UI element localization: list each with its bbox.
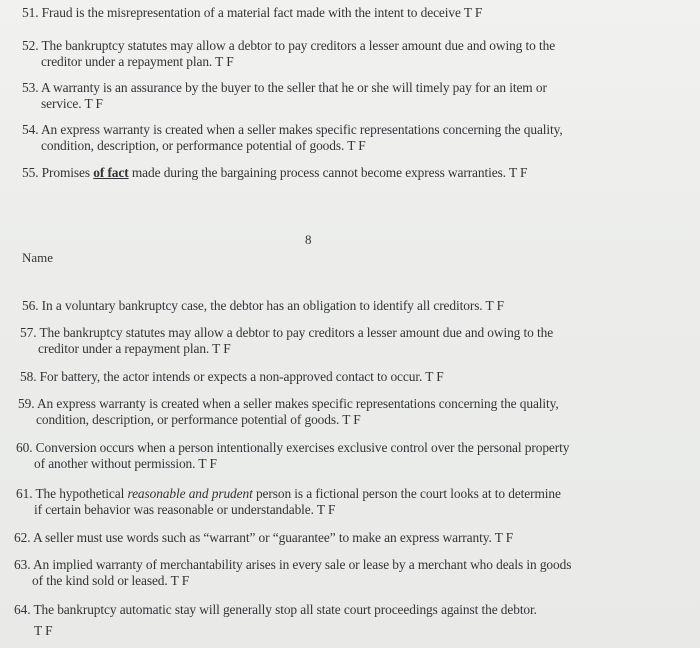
question-62-text: 62. A seller must use words such as “warrant” or “guarantee” to make an express warranty. T F — [14, 530, 514, 545]
question-64-line2: T F — [34, 623, 53, 638]
question-63-line2: of the kind sold or leased. T F — [32, 573, 190, 588]
page-number: 8 — [305, 232, 312, 247]
question-58 — [20, 369, 670, 385]
question-55-underlined: of fact — [93, 165, 129, 180]
question-51 — [22, 5, 672, 21]
question-52-line2: creditor under a repayment plan. T F — [41, 54, 234, 69]
name-label: Name — [22, 250, 54, 265]
question-64-line1: 64. The bankruptcy automatic stay will generally stop all state court proceedings against the debtor. — [14, 602, 537, 617]
question-60-line1: 60. Conversion occurs when a person intentionally exercises exclusive control over the personal property — [16, 440, 570, 455]
question-58-text: 58. For battery, the actor intends or expects a non-approved contact to occur. T F — [20, 369, 444, 384]
question-53-line2: service. T F — [41, 96, 103, 111]
question-56-text: 56. In a voluntary bankruptcy case, the debtor has an obligation to identify all creditors. T F — [22, 298, 504, 313]
question-52-line1: 52. The bankruptcy statutes may allow a debtor to pay creditors a lesser amount due and owing to the — [22, 38, 556, 53]
question-51-text: 51. Fraud is the misrepresentation of a material fact made with the intent to deceive T F — [22, 5, 483, 20]
question-61-pre: 61. The hypothetical — [16, 486, 128, 501]
question-55-pre: 55. Promises — [22, 165, 94, 180]
question-63 — [14, 557, 664, 589]
question-54-line1: 54. An express warranty is created when a seller makes specific representations concerning the quality, — [22, 122, 563, 137]
question-61-line2: if certain behavior was reasonable or understandable. T F — [34, 502, 336, 517]
question-52 — [22, 38, 672, 70]
question-59 — [18, 396, 668, 428]
question-54 — [22, 122, 672, 154]
question-57-line2: creditor under a repayment plan. T F — [38, 341, 231, 356]
question-59-line2: condition, description, or performance potential of goods. T F — [36, 412, 361, 427]
question-61-italic: reasonable and prudent — [127, 486, 253, 501]
question-62 — [14, 530, 664, 546]
question-63-line1: 63. An implied warranty of merchantability arises in every sale or lease by a merchant who deals in goods — [14, 557, 572, 572]
question-61-post: person is a fictional person the court looks at to determine — [252, 486, 561, 501]
question-60 — [16, 440, 666, 472]
question-57 — [20, 325, 670, 357]
question-60-line2: of another without permission. T F — [34, 456, 217, 471]
question-53 — [22, 80, 672, 112]
question-59-line1: 59. An express warranty is created when a seller makes specific representations concerning the quality, — [18, 396, 559, 411]
question-53-line1: 53. A warranty is an assurance by the buyer to the seller that he or she will timely pay for an item or — [22, 80, 547, 95]
question-57-line1: 57. The bankruptcy statutes may allow a debtor to pay creditors a lesser amount due and owing to the — [20, 325, 554, 340]
question-54-line2: condition, description, or performance potential of goods. T F — [41, 138, 366, 153]
question-56 — [22, 298, 672, 314]
question-61 — [16, 486, 666, 518]
question-55 — [22, 165, 672, 181]
question-64 — [14, 602, 664, 639]
question-55-post: made during the bargaining process cannot become express warranties. T F — [128, 165, 528, 180]
